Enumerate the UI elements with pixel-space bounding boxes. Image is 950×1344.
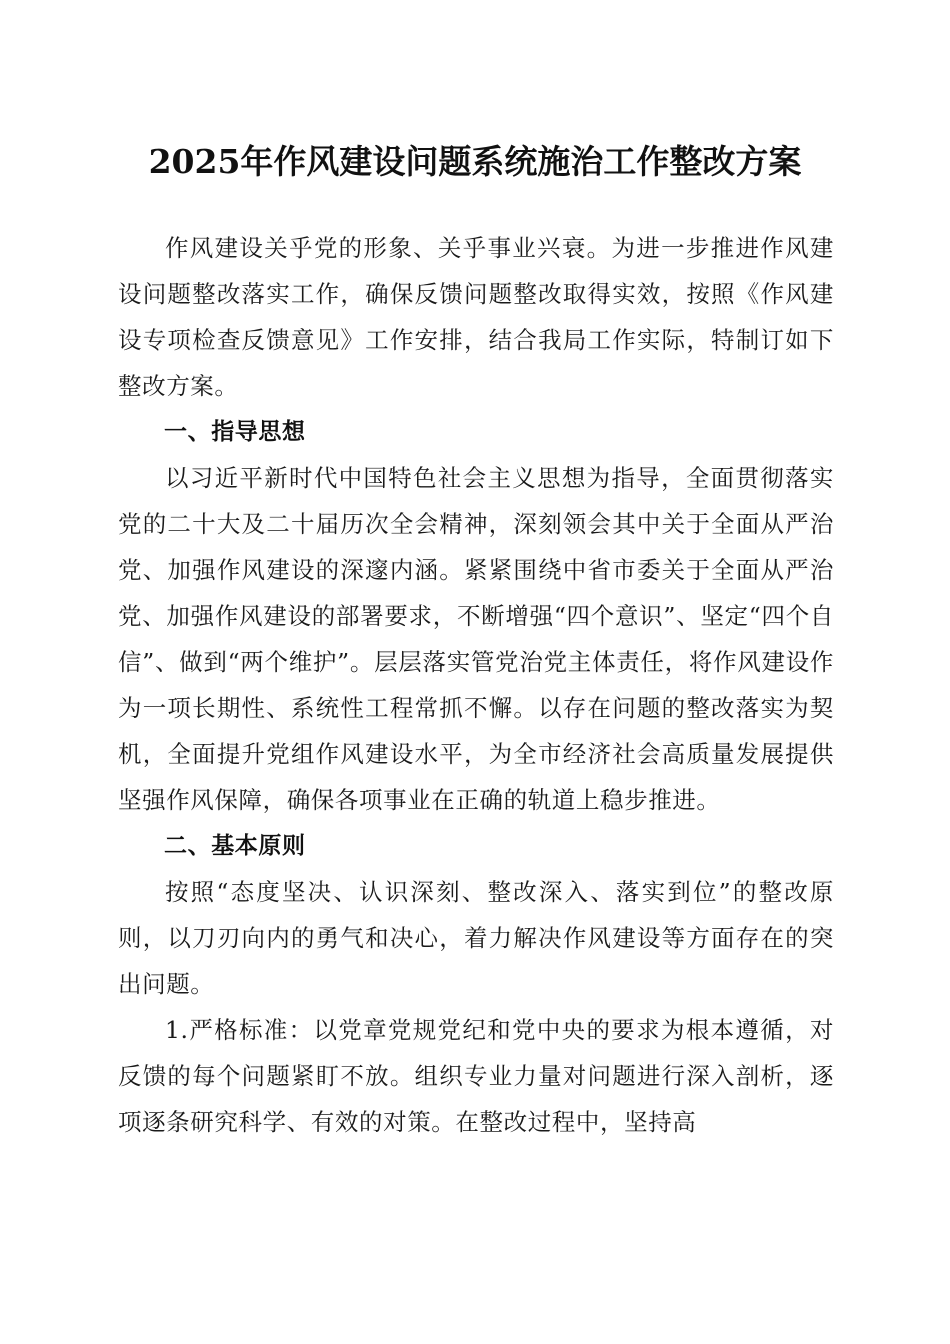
principle-item-strict-standards: 1.严格标准：以党章党规党纪和党中央的要求为根本遵循，对反馈的每个问题紧盯不放。组织专业力量对问题进行深入剖析，逐项逐条研究科学、有效的对策。在整改过程中，坚持高 [118, 1016, 834, 1136]
document-body [118, 225, 834, 1145]
basic-principles-paragraph: 按照“态度坚决、认识深刻、整改深入、落实到位”的整改原则，以刀刃向内的勇气和决心，着力解决作风建设等方面存在的突出问题。 [118, 878, 834, 998]
section-heading-basic-principles: 二、基本原则 [164, 833, 306, 859]
section-heading-guiding-ideology: 一、指导思想 [164, 419, 306, 445]
intro-paragraph: 作风建设关乎党的形象、关乎事业兴衰。为进一步推进作风建设问题整改落实工作，确保反馈问题整改取得实效，按照《作风建设专项检查反馈意见》工作安排，结合我局工作实际，特制订如下整改方案。 [118, 234, 834, 400]
guiding-ideology-paragraph: 以习近平新时代中国特色社会主义思想为指导，全面贯彻落实党的二十大及二十届历次全会精神，深刻领会其中关于全面从严治党、加强作风建设的深邃内涵。紧紧围绕中省市委关于全面从严治党、加强作风建设的部署要求，不断增强“四个意识”、坚定“四个自信”、做到“两个维护”。层层落实管党治党主体责任，将作风建设作为一项长期性、系统性工程常抓不懈。以存在问题的整改落实为契机，全面提升党组作风建设水平，为全市经济社会高质量发展提供坚强作风保障，确保各项事业在正确的轨道上稳步推进。 [118, 464, 834, 814]
document-title: 2025年作风建设问题系统施治工作整改方案 [148, 142, 802, 181]
